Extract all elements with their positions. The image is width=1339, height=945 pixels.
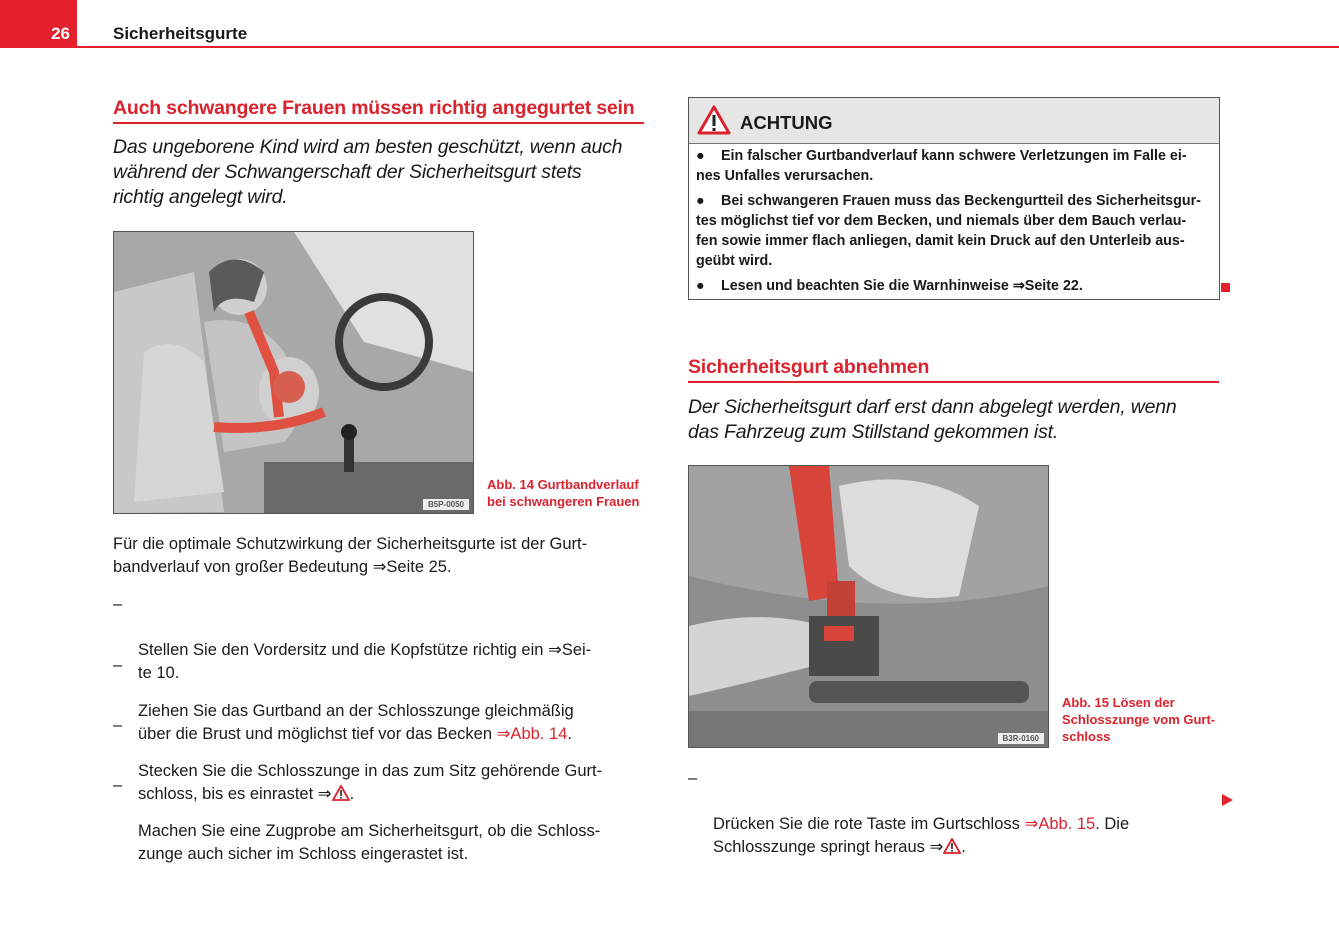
section-heading: Sicherheitsgurt abnehmen — [688, 356, 930, 378]
heading-rule — [688, 381, 1219, 383]
figure-caption: Abb. 15 Lösen der Schlosszunge vom Gurt- schloss — [1062, 695, 1216, 744]
step-text-end: . — [349, 785, 355, 803]
warning-text: Lesen und beachten Sie die Warnhinweise ⇒Seite 22. — [721, 278, 1083, 294]
warning-text: Ein falscher Gurtbandverlauf kann schwere Verletzungen im Falle ei- nes Unfalles verursachen. — [696, 148, 1187, 184]
step-text: Machen Sie eine Zugprobe am Sicherheitsgurt, ob die Schloss- zunge auch sicher im Schloss eingerastet ist. — [138, 822, 601, 863]
warning-triangle-icon — [697, 105, 731, 135]
step-text: Stellen Sie den Vordersitz und die Kopfstütze richtig ein ⇒Sei- te 10. — [138, 641, 592, 682]
dash-bullet: – — [113, 716, 123, 734]
warning-item — [696, 191, 1216, 271]
warning-header — [689, 98, 1219, 144]
figure-link[interactable]: ⇒Abb. 14 — [496, 725, 568, 743]
step-text-middle: . Die Schlosszunge springt heraus ⇒ — [713, 815, 1130, 856]
warning-triangle-icon[interactable] — [943, 838, 961, 854]
section-intro: Der Sicherheitsgurt darf erst dann abgelegt werden, wenn das Fahrzeug zum Stillstand gekommen ist. — [688, 396, 1177, 443]
step-text-main: Drücken Sie die rote Taste im Gurtschloss — [713, 815, 1025, 833]
heading-rule — [113, 122, 644, 124]
step-item — [113, 654, 653, 743]
warning-item — [696, 276, 1216, 296]
warning-item — [696, 146, 1216, 186]
warning-box — [688, 97, 1220, 300]
figure-code: B3R-0160 — [998, 733, 1044, 744]
step-item — [113, 714, 653, 803]
figure-pregnant-woman-seatbelt — [113, 231, 474, 514]
chapter-title: Sicherheitsgurte — [113, 24, 248, 43]
dash-bullet: – — [113, 776, 123, 794]
figure-release-buckle — [688, 465, 1049, 748]
dash-bullet: – — [113, 595, 123, 613]
warning-title: ACHTUNG — [740, 112, 833, 133]
warning-text: Bei schwangeren Frauen muss das Beckengurtteil des Sicherheitsgur- tes möglichst tief vor dem Becken, und niemals über dem Bauch verlau- fen sowie immer flach anliegen, damit kein Druck auf den Unterleib aus- geübt wird. — [696, 193, 1201, 269]
buckle-release-illustration — [689, 466, 1048, 747]
bullet: ● — [696, 278, 705, 294]
figure-code: B5P-0050 — [423, 499, 469, 510]
header-rule — [0, 46, 1339, 48]
section-intro: Das ungeborene Kind wird am besten geschützt, wenn auch während der Schwangerschaft der Sicherheitsgurt stets richtig angelegt wird. — [113, 136, 623, 208]
dash-bullet: – — [113, 656, 123, 674]
body-paragraph: Für die optimale Schutzwirkung der Sicherheitsgurte ist der Gurt- bandverlauf von großer Bedeutung ⇒Seite 25. — [113, 535, 588, 576]
step-text-end: . — [567, 725, 572, 743]
continue-arrow-icon — [1222, 794, 1233, 806]
end-of-section-marker — [1221, 283, 1230, 292]
step-text-main: Ziehen Sie das Gurtband an der Schlosszunge gleichmäßig über die Brust und möglichst tief vor das Becken — [138, 702, 574, 743]
section-heading: Auch schwangere Frauen müssen richtig angegurtet sein — [113, 97, 635, 119]
step-text-end: . — [961, 838, 966, 856]
pregnant-woman-illustration — [114, 232, 473, 513]
step-text — [688, 813, 1129, 859]
dash-bullet: – — [688, 769, 698, 787]
page-number: 26 — [51, 24, 70, 43]
step-item — [688, 767, 1228, 856]
step-item — [113, 774, 653, 863]
figure-caption: Abb. 14 Gurtbandverlauf bei schwangeren Frauen — [487, 477, 640, 509]
bullet: ● — [696, 193, 705, 209]
step-text-main: Stecken Sie die Schlosszunge in das zum Sitz gehörende Gurt- schloss, bis es einrastet ⇒ — [138, 762, 603, 803]
figure-link[interactable]: ⇒Abb. 15 — [1024, 815, 1096, 833]
bullet: ● — [696, 148, 705, 164]
step-item — [113, 593, 653, 682]
